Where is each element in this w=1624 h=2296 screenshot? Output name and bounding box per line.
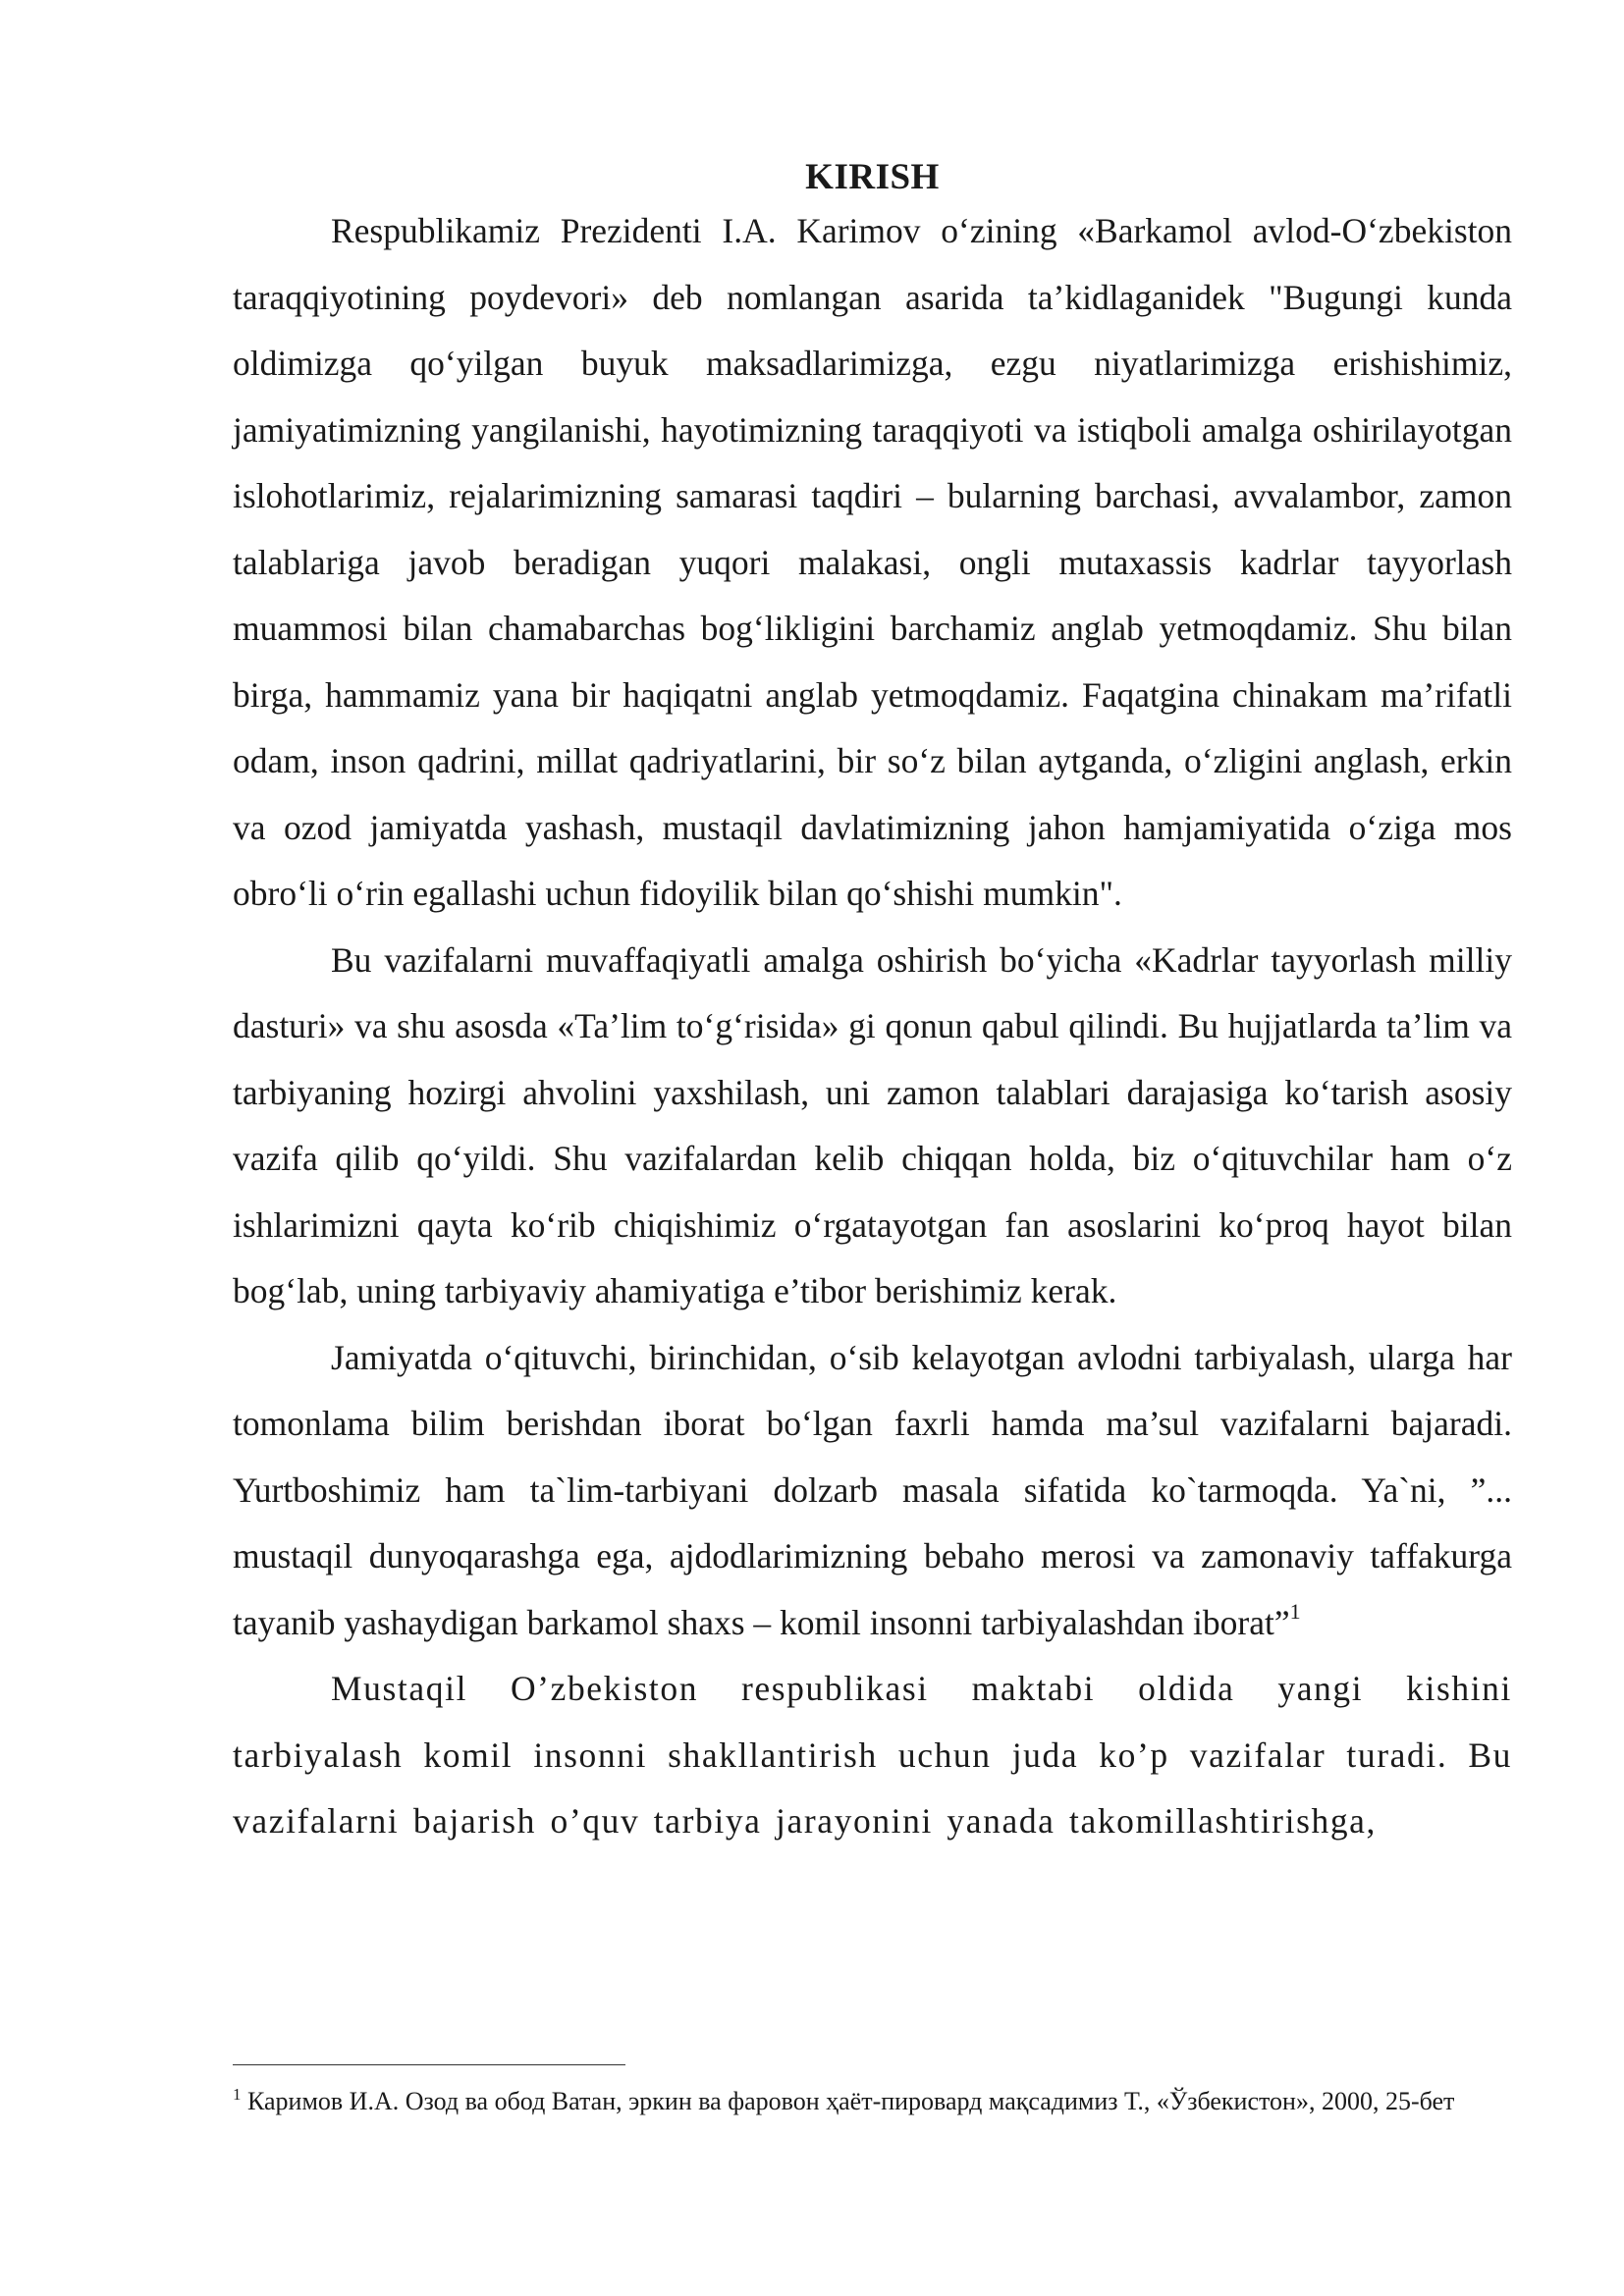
footnote [233,2086,1512,2117]
footnote-text: Каримов И.А. Озод ва обод Ватан, эркин ва фаровон ҳаёт-пировард мақсадимиз Т., «Ўзбекистон», 2000, 25-бет [247,2087,1455,2115]
page-title: KIRISH [805,157,940,197]
paragraph-3 [233,1325,1512,1657]
paragraph-2: Bu vazifalarni muvaffaqiyatli amalga oshirish bo‘yicha «Kadrlar tayyorlash milliy dasturi» va shu asosda «Ta’lim to‘g‘risida» gi qonun qabul qilindi. Bu hujjatlarda ta’lim va tarbiyaning hozirgi ahvolini yaxshilash, uni zamon talablari darajasiga ko‘tarish asosiy vazifa qilib qo‘yildi. Shu vazifalardan kelib chiqqan holda, biz o‘qituvchilar ham o‘z ishlarimizni qayta ko‘rib chiqishimiz o‘rgatayotgan fan asoslarini ko‘proq hayot bilan bog‘lab, uning tarbiyaviy ahamiyatiga e’tibor berishimiz kerak. [233,939,1512,1310]
footnote-separator [233,2064,625,2065]
footnote-reference[interactable]: 1 [1289,1598,1301,1624]
document-body [233,157,1512,1855]
paragraph-1: Respublikamiz Prezidenti I.A. Karimov o‘zining «Barkamol avlod-O‘zbekiston taraqqiyotining poydevori» deb nomlangan asarida ta’kidlaganidek "Bugungi kunda oldimizga qo‘yilgan buyuk maksadlarimizga, ezgu niyatlarimizga erishishimiz, jamiyatimizning yangilanishi, hayotimizning taraqqiyoti va istiqboli amalga oshirilayotgan islohotlarimiz, rejalarimizning samarasi taqdiri – bularning barchasi, avvalambor, zamon talablariga javob beradigan yuqori malakasi, ongli mutaxassis kadrlar tayyorlash muammosi bilan chamabarchas bog‘likligini barchamiz anglab yetmoqdamiz. Shu bilan birga, hammamiz yana bir haqiqatni anglab yetmoqdamiz. Faqatgina chinakam ma’rifatli odam, inson qadrini, millat qadriyatlarini, bir so‘z bilan aytganda, o‘zligini anglash, erkin va ozod jamiyatda yashash, mustaqil davlatimizning jahon hamjamiyatida o‘ziga mos obro‘li o‘rin egallashi uchun fidoyilik bilan qo‘shishi mumkin". [233,211,1512,913]
paragraph-4: Mustaqil O’zbekiston respublikasi maktabi oldida yangi kishini tarbiyalash komil insonni shakllantirish uchun juda ko’p vazifalar turadi. Bu vazifalarni bajarish o’quv tarbiya jarayonini yanada takomillashtirishga, [233,1669,1512,1841]
paragraph-3-text: Jamiyatda o‘qituvchi, birinchidan, o‘sib kelayotgan avlodni tarbiyalash, ularga har tomonlama bilim berishdan iborat bo‘lgan faxrli hamda ma’sul vazifalarni bajaradi. Yurtboshimiz ham ta`lim-tarbiyani dolzarb masala sifatida ko`tarmoqda. Ya`ni, ”... mustaqil dunyoqarashga ega, ajdodlarimizning bebaho merosi va zamonaviy taffakurga tayanib yashaydigan barkamol shaxs – komil insonni tarbiyalashdan iborat” [233,1337,1512,1642]
footnote-number: 1 [233,2085,242,2104]
